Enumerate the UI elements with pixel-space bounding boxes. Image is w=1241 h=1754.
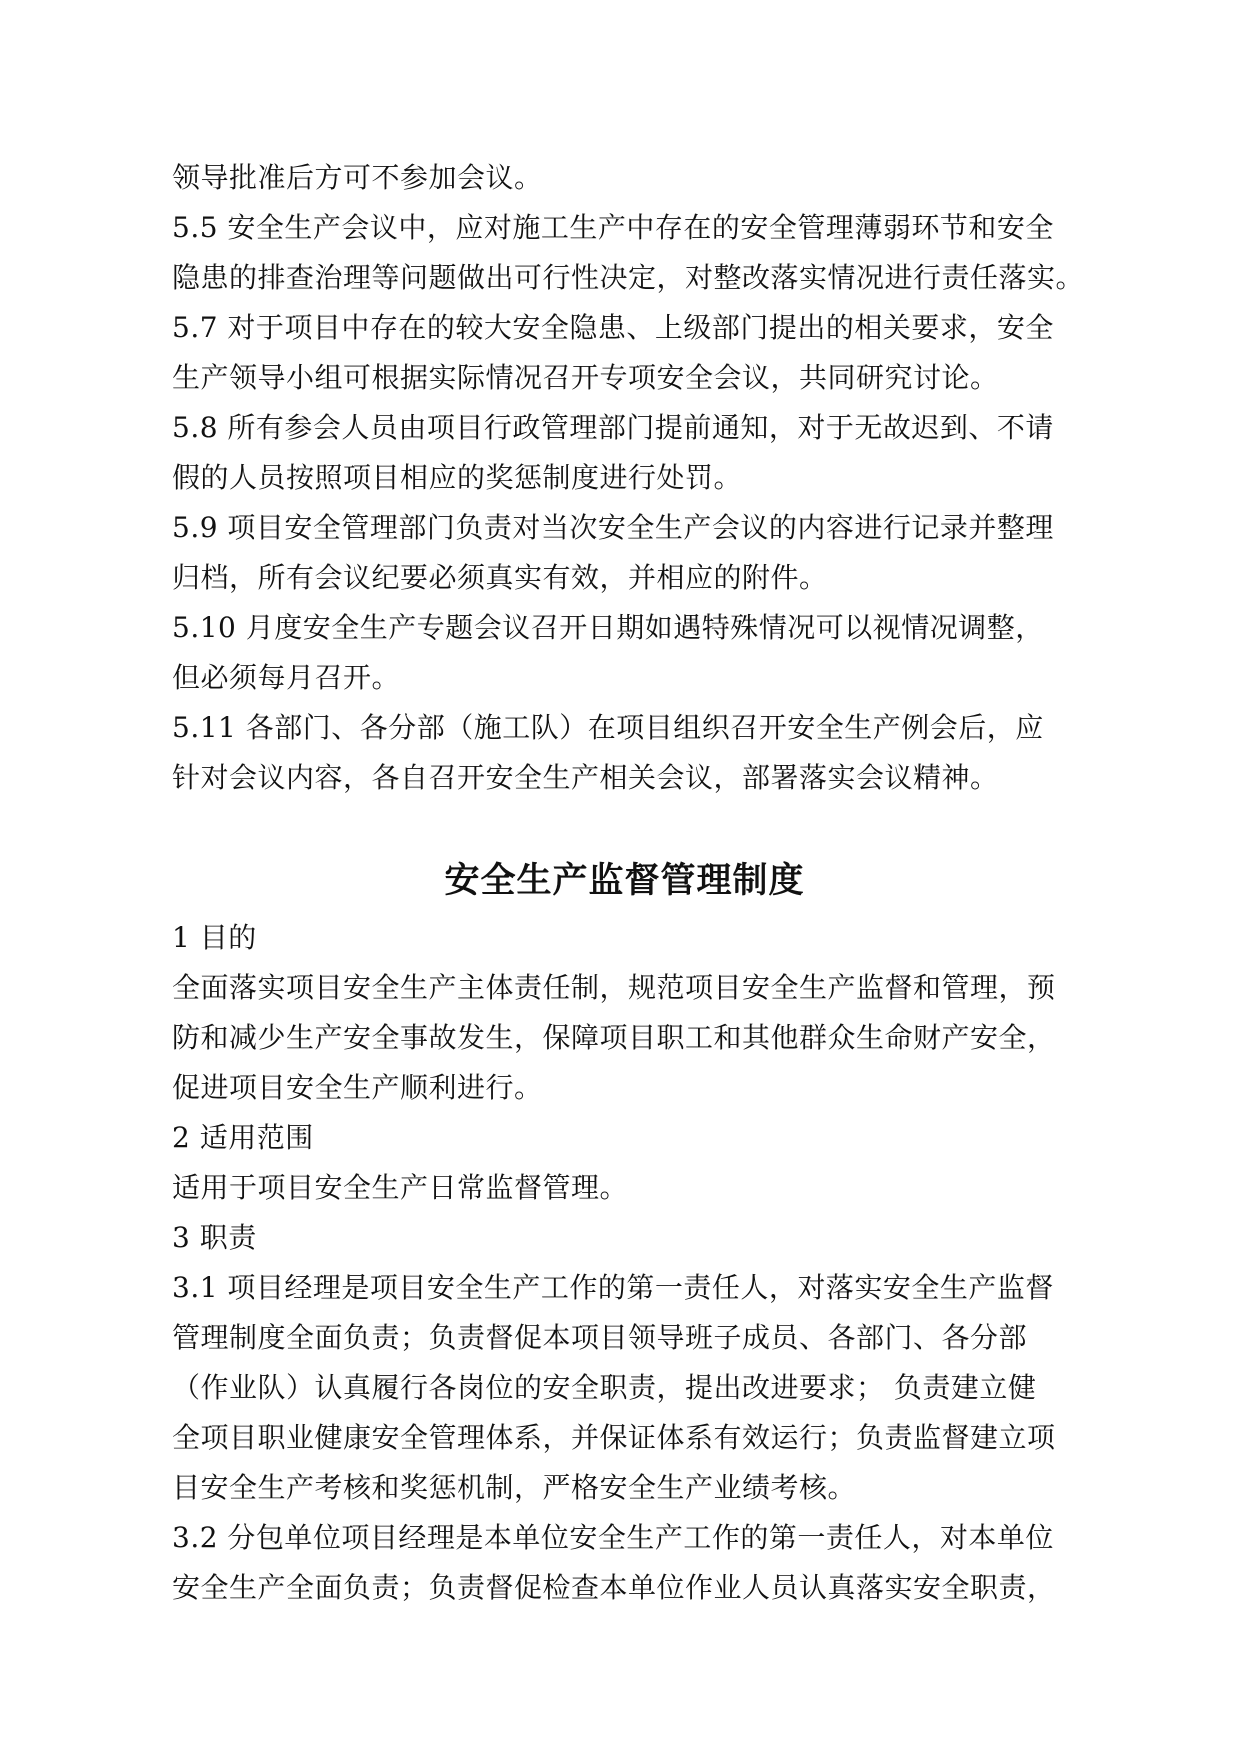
text-line: 目安全生产考核和奖惩机制，严格安全生产业绩考核。 xyxy=(172,1471,857,1504)
text-line: 针对会议内容，各自召开安全生产相关会议，部署落实会议精神。 xyxy=(172,761,999,794)
text-line: （作业队）认真履行各岗位的安全职责，提出改进要求； 负责建立健 xyxy=(172,1371,1037,1404)
text-line: 适用于项目安全生产日常监督管理。 xyxy=(172,1171,629,1204)
text-line: 全面落实项目安全生产主体责任制，规范项目安全生产监督和管理，预 xyxy=(172,971,1056,1004)
section-text xyxy=(172,913,1077,1613)
text-line: 隐患的排查治理等问题做出可行性决定，对整改落实情况进行责任落实。 xyxy=(172,261,1085,294)
text-line: 5.11 各部门、各分部（施工队）在项目组织召开安全生产例会后，应 xyxy=(172,711,1044,744)
text-line: 领导批准后方可不参加会议。 xyxy=(172,161,543,194)
document-body xyxy=(172,153,1085,1613)
text-line: 5.8 所有参会人员由项目行政管理部门提前通知，对于无故迟到、不请 xyxy=(172,411,1054,444)
text-line: 3.2 分包单位项目经理是本单位安全生产工作的第一责任人，对本单位 xyxy=(172,1521,1054,1554)
text-line: 防和减少生产安全事故发生，保障项目职工和其他群众生命财产安全， xyxy=(172,1021,1056,1054)
text-line: 1 目的 xyxy=(172,921,257,954)
section-title: 安全生产监督管理制度 xyxy=(444,861,805,901)
previous-section-text xyxy=(172,153,1085,803)
text-line: 生产领导小组可根据实际情况召开专项安全会议，共同研究讨论。 xyxy=(172,361,999,394)
text-line: 假的人员按照项目相应的奖惩制度进行处罚。 xyxy=(172,461,743,494)
text-line: 管理制度全面负责；负责督促本项目领导班子成员、各部门、各分部 xyxy=(172,1321,1028,1354)
text-line: 5.7 对于项目中存在的较大安全隐患、上级部门提出的相关要求，安全 xyxy=(172,311,1054,344)
text-line: 3.1 项目经理是项目安全生产工作的第一责任人，对落实安全生产监督 xyxy=(172,1271,1054,1304)
text-line: 5.10 月度安全生产专题会议召开日期如遇特殊情况可以视情况调整， xyxy=(172,611,1044,644)
text-line: 5.5 安全生产会议中，应对施工生产中存在的安全管理薄弱环节和安全 xyxy=(172,211,1054,244)
text-line: 安全生产全面负责；负责督促检查本单位作业人员认真落实安全职责， xyxy=(172,1571,1056,1604)
text-line: 但必须每月召开。 xyxy=(172,661,401,694)
text-line: 归档，所有会议纪要必须真实有效，并相应的附件。 xyxy=(172,561,828,594)
text-line: 促进项目安全生产顺利进行。 xyxy=(172,1071,543,1104)
text-line: 2 适用范围 xyxy=(172,1121,314,1154)
text-line: 3 职责 xyxy=(172,1221,257,1254)
text-line: 全项目职业健康安全管理体系，并保证体系有效运行；负责监督建立项 xyxy=(172,1421,1056,1454)
text-line: 5.9 项目安全管理部门负责对当次安全生产会议的内容进行记录并整理 xyxy=(172,511,1054,544)
